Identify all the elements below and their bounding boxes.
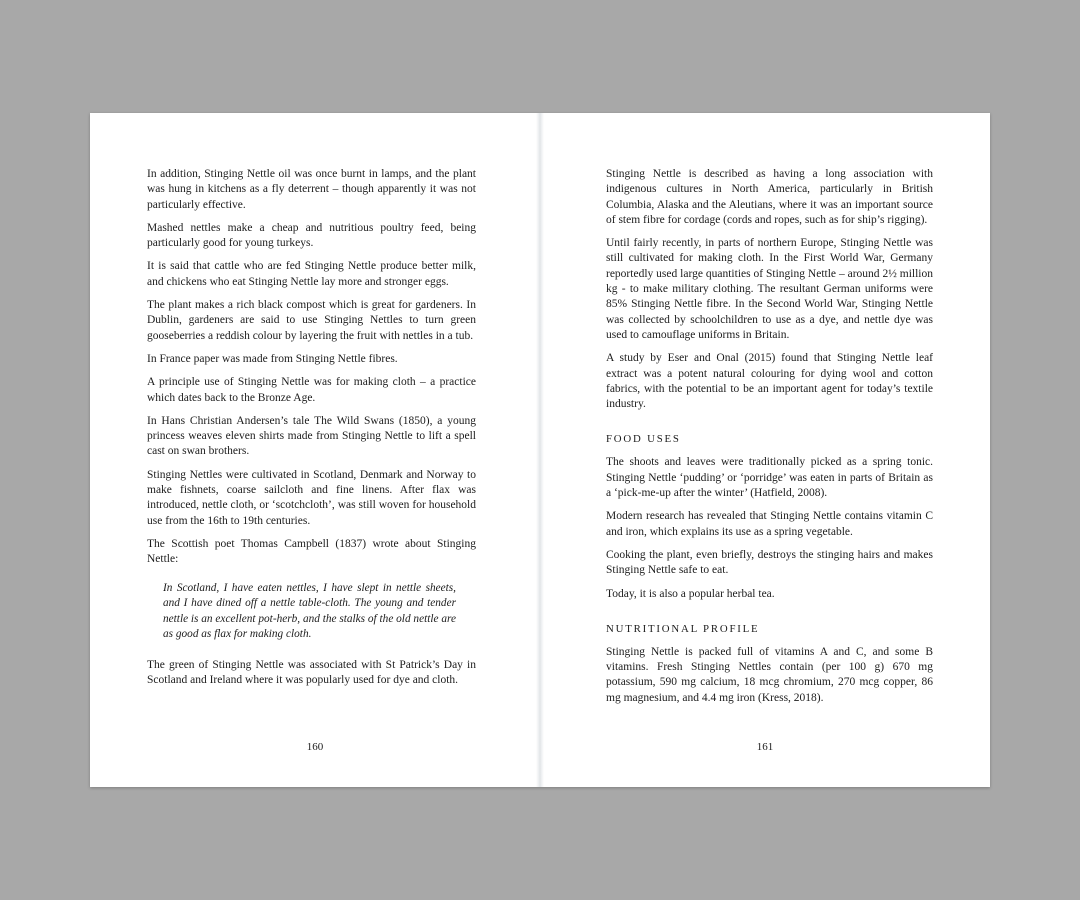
body-paragraph: Stinging Nettle is packed full of vitamins A and C, and some B vitamins. Fresh Stinging Nettles contain (per 100 g) 670 mg potassium, 590 mg calcium, 18 mcg chromium, 270 mcg copper, 86 mg magnesium, and 4.4 mg iron (Kress, 2018). [606, 645, 933, 704]
right-page-content [606, 167, 933, 706]
body-paragraph: The plant makes a rich black compost which is great for gardeners. In Dublin, gardeners are said to use Stinging Nettles to turn green gooseberries a reddish colour by layering the fruit with nettles in a tub. [147, 299, 476, 342]
body-paragraph: In France paper was made from Stinging Nettle fibres. [147, 352, 398, 365]
body-paragraph: The Scottish poet Thomas Campbell (1837) wrote about Stinging Nettle: [147, 537, 476, 566]
block-quote: In Scotland, I have eaten nettles, I have slept in nettle sheets, and I have dined off a nettle table-cloth. The young and tender nettle is an excellent pot-herb, and the stalks of the old nettle are as good as flax for making cloth. [163, 581, 456, 641]
left-page-number: 160 [306, 741, 324, 753]
left-page-content [147, 167, 476, 689]
right-page [540, 113, 990, 787]
body-paragraph: In Hans Christian Andersen’s tale The Wild Swans (1850), a young princess weaves eleven shirts made from Stinging Nettle to lift a spell cast on swan brothers. [147, 414, 476, 458]
book-spread [90, 113, 990, 787]
body-paragraph: Until fairly recently, in parts of northern Europe, Stinging Nettle was still cultivated for making cloth. In the First World War, Germany reportedly used large quantities of Stinging Nettle – around 2½ million kg - to make military clothing. The resultant German uniforms were 85% Stinging Nettle fibre. In the Second World War, Stinging Nettle was collected by schoolchildren to use as a dye, and nettle dye was used to camouflage uniforms in Britain. [606, 237, 933, 341]
body-paragraph: Stinging Nettles were cultivated in Scotland, Denmark and Norway to make fishnets, coarse sailcloth and fine linens. After flax was introduced, nettle cloth, or ‘scotchcloth’, was still woven for household use from the 16th to 19th centuries. [147, 468, 476, 527]
left-page [90, 113, 540, 787]
body-paragraph: In addition, Stinging Nettle oil was once burnt in lamps, and the plant was hung in kitchens as a fly deterrent – though apparently it was not particularly effective. [147, 168, 476, 211]
right-page-number: 161 [756, 741, 774, 753]
body-paragraph: Today, it is also a popular herbal tea. [606, 587, 775, 600]
body-paragraph: A principle use of Stinging Nettle was for making cloth – a practice which dates back to the Bronze Age. [147, 376, 476, 404]
body-paragraph: It is said that cattle who are fed Stinging Nettle produce better milk, and chickens who eat Stinging Nettle lay more and stronger eggs. [147, 260, 476, 288]
body-paragraph: The shoots and leaves were traditionally picked as a spring tonic. Stinging Nettle ‘pudding’ or ‘porridge’ was eaten in parts of Britain as a ‘pick-me-up after the winter’ (Hatfield, 2008). [606, 456, 933, 500]
body-paragraph: Stinging Nettle is described as having a long association with indigenous cultures in North America, particularly in British Columbia, Alaska and the Aleutians, where it was an important source of stem fibre for cordage (cords and ropes, such as for ship’s rigging). [606, 168, 933, 226]
body-paragraph: Cooking the plant, even briefly, destroys the stinging hairs and makes Stinging Nettle safe to eat. [606, 548, 933, 577]
body-paragraph: A study by Eser and Onal (2015) found that Stinging Nettle leaf extract was a potent natural colouring for dying wool and cotton fabrics, with the potential to be an important agent for today’s textile industry. [606, 352, 933, 411]
body-paragraph: Mashed nettles make a cheap and nutritious poultry feed, being particularly good for young turkeys. [147, 221, 476, 250]
section-heading: NUTRITIONAL PROFILE [606, 622, 760, 635]
section-heading: FOOD USES [606, 433, 681, 446]
body-paragraph: The green of Stinging Nettle was associated with St Patrick’s Day in Scotland and Ireland where it was popularly used for dye and cloth. [147, 658, 476, 687]
body-paragraph: Modern research has revealed that Stinging Nettle contains vitamin C and iron, which explains its use as a spring vegetable. [606, 510, 933, 538]
